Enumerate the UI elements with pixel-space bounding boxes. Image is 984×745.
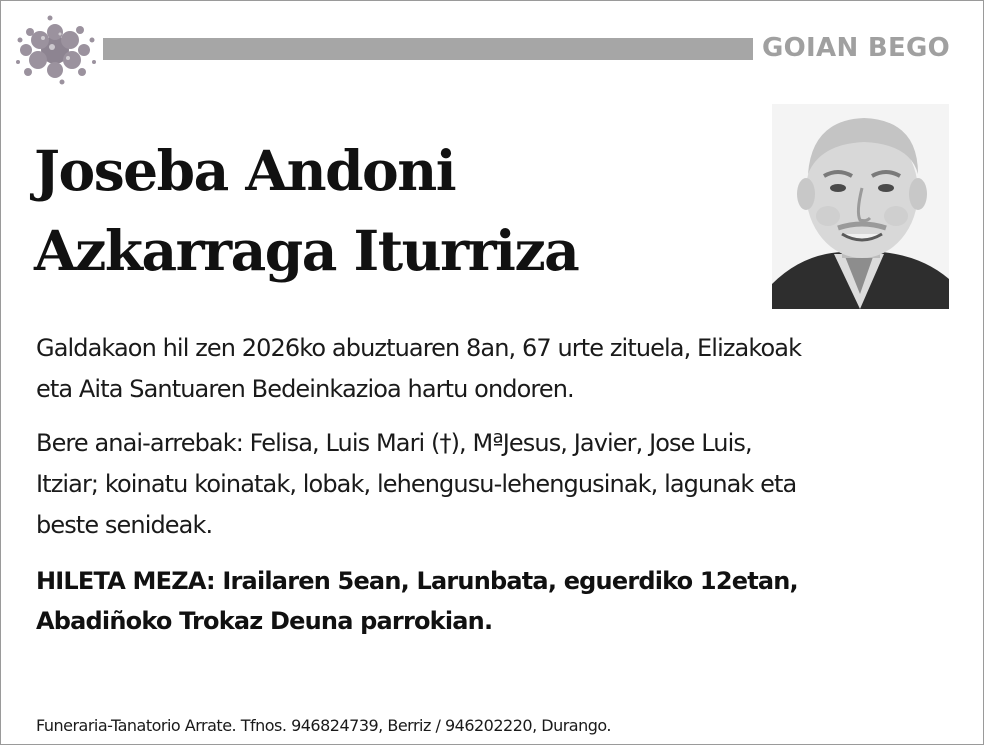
funeral-text-line-1: HILETA MEZA: Irailaren 5ean, Larunbata, eguerdiko 12etan,	[36, 567, 798, 595]
death-text-line-2: eta Aita Santuaren Bedeinkazioa hartu ondoren.	[36, 375, 574, 403]
portrait-photo	[772, 104, 949, 309]
funeral-text-line-2: Abadiñoko Trokaz Deuna parrokian.	[36, 607, 493, 635]
header-title: GOIAN BEGO	[762, 33, 951, 63]
death-text-line-1: Galdakaon hil zen 2026ko abuztuaren 8an, 67 urte zituela, Elizakoak	[36, 334, 802, 362]
family-text-line-1: Bere anai-arrebak: Felisa, Luis Mari (†), MªJesus, Javier, Jose Luis,	[36, 429, 752, 457]
family-text-line-2: Itziar; koinatu koinatak, lobak, lehengusu-lehengusinak, lagunak eta	[36, 470, 797, 498]
flower-ornament-icon	[10, 10, 100, 90]
family-text-line-3: beste senideak.	[36, 511, 213, 539]
funeral-home-footer: Funeraria-Tanatorio Arrate. Tfnos. 946824739, Berriz / 946202220, Durango.	[36, 716, 611, 735]
header-rule	[103, 38, 753, 60]
deceased-name-surnames: Azkarraga Iturriza	[34, 218, 579, 283]
deceased-name-first: Joseba Andoni	[34, 138, 456, 203]
